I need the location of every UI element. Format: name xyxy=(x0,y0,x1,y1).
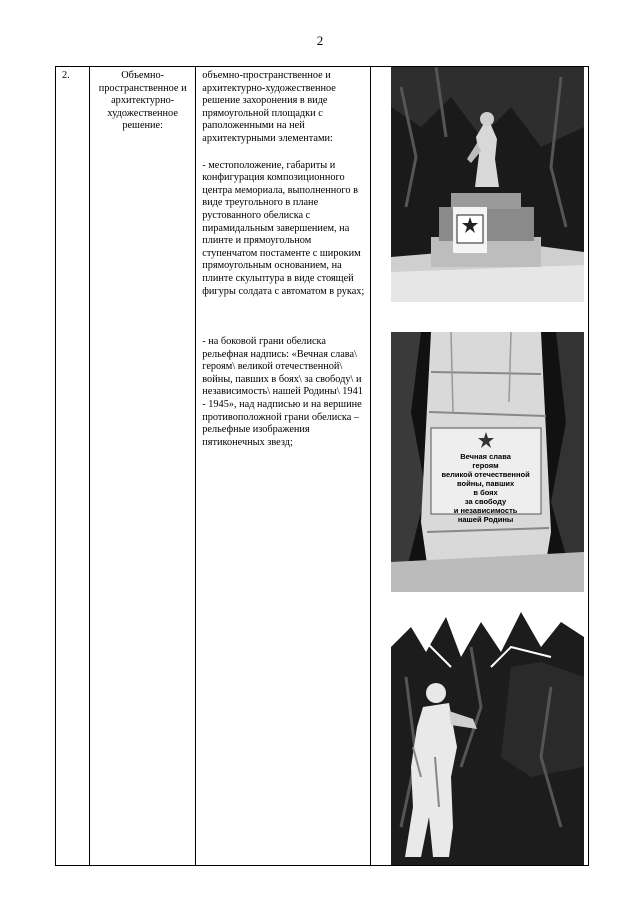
row-index: 2. xyxy=(62,70,70,81)
obelisk-inscription-photo xyxy=(391,332,584,592)
row-description-cell xyxy=(196,67,370,866)
table-row xyxy=(56,67,589,866)
inscription-line-5: в боях xyxy=(473,488,498,497)
description-paragraph-2: - местоположение, габариты и конфигурация композиционного центра мемориала, выполненного в виде треугольного в плане рустованного обелиска с пирамидальным завершением, на плинте и прямоугольном ступенчатом постаменте с широким прямоугольным основанием, на плинте скульптура в виде стоящей фигуры солдата с автоматом в руках; xyxy=(202,159,365,297)
monument-description-table xyxy=(55,66,589,866)
page-number: 2 xyxy=(316,33,324,48)
row-photos-cell xyxy=(370,67,588,866)
row-name: Объемно-пространственное и архитектурно-художественное решение: xyxy=(98,70,187,132)
inscription-line-1: Вечная слава xyxy=(460,452,511,461)
row-name-cell xyxy=(90,67,196,866)
soldier-sculpture-photo xyxy=(391,607,584,865)
inscription-line-6: за свободу xyxy=(464,497,507,506)
inscription-line-8: нашей Родины xyxy=(457,515,514,524)
description-paragraph-3: - на боковой грани обелиска рельефная надпись: «Вечная слава\ героям\ великой отечественной\ войны, павших в боях\ за свободу\ и независимость\ нашей Родины\ 1941 - 1945», над надписью и на вершине противоположной грани обелиска – рельефные изображения пятиконечных звезд; xyxy=(202,336,363,448)
inscription-line-4: войны, павших xyxy=(456,479,515,488)
inscription-line-3: великой отечественной xyxy=(441,470,530,479)
row-index-cell xyxy=(56,67,90,866)
inscription-line-2: героям xyxy=(472,461,499,470)
inscription-line-7: и независимость xyxy=(453,506,518,515)
monument-photo-front xyxy=(391,67,584,302)
description-paragraph-1: объемно-пространственное и архитектурно-художественное решение захоронения в виде прямоугольной площадки с раположенными на ней архитектурными элементами: xyxy=(202,70,336,144)
